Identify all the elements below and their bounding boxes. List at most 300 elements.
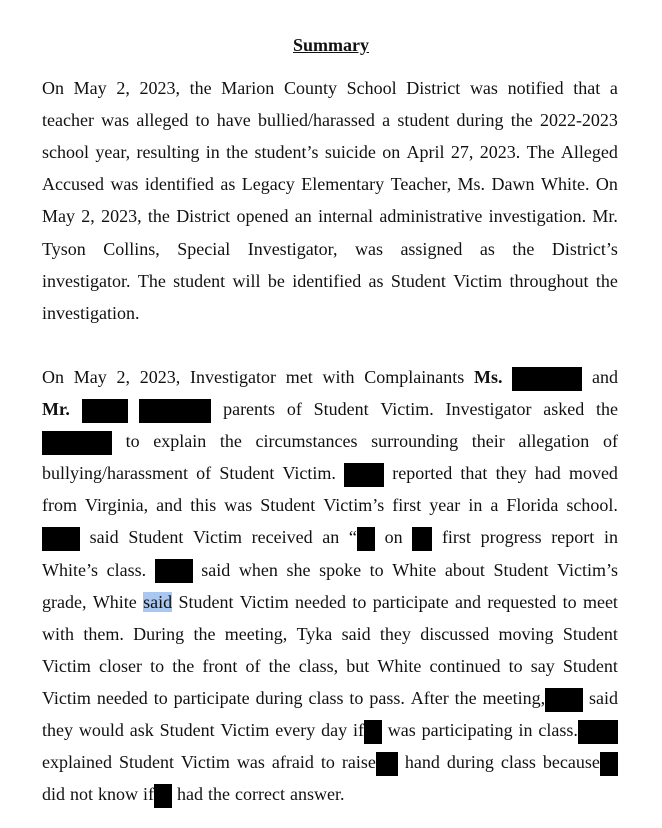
word-text: internal: [318, 206, 374, 227]
word-text: with: [322, 366, 355, 387]
word: [355, 233, 383, 265]
word-text: class,: [298, 655, 339, 676]
word-text: had: [534, 463, 561, 484]
word-text: White: [392, 559, 437, 580]
word-text: of: [245, 655, 261, 676]
word: [458, 168, 486, 200]
text-line: [42, 168, 618, 200]
word: [79, 714, 124, 746]
word-text: about: [444, 559, 485, 580]
word-text: their: [471, 431, 505, 452]
word: [219, 457, 274, 489]
word: [566, 489, 618, 521]
word-text: in: [518, 720, 533, 740]
word: [370, 554, 384, 586]
redaction-block: [512, 361, 582, 393]
word-text: discussed: [420, 623, 490, 644]
word-text: needed: [295, 591, 347, 612]
redaction-block: [42, 431, 112, 455]
word: [272, 746, 314, 778]
word: [248, 233, 338, 265]
word: [239, 554, 278, 586]
word-text: School: [346, 78, 397, 98]
word: [42, 297, 140, 329]
word: [301, 168, 384, 200]
word-text: answer.: [290, 784, 345, 805]
word-text: parents: [223, 399, 276, 419]
word-text: correct: [235, 784, 285, 805]
word: [481, 521, 542, 553]
word-text: did: [42, 784, 66, 805]
text-line: [42, 297, 618, 329]
word-text: said: [341, 623, 371, 644]
word-text: Marion: [221, 78, 275, 98]
word: [380, 618, 411, 650]
text-line: [42, 489, 618, 521]
word: [233, 265, 261, 297]
word: [128, 521, 183, 553]
word-text: asked: [543, 399, 585, 419]
word-text: Mr.: [42, 399, 70, 419]
word: [42, 104, 94, 136]
word-text: requested: [487, 591, 557, 612]
word: [256, 425, 358, 457]
word: [181, 746, 230, 778]
word-text: throughout: [509, 270, 589, 291]
word-text: to: [352, 591, 367, 612]
word: [487, 586, 556, 618]
word-text: circumstances: [255, 431, 358, 452]
redaction-block: [357, 527, 375, 551]
redaction-block: [42, 527, 80, 551]
word: [455, 682, 477, 714]
text-line: [42, 554, 618, 586]
word-text: the: [226, 142, 249, 163]
word-text: school: [42, 142, 89, 163]
word: [85, 489, 148, 521]
text-line: [42, 521, 618, 553]
word: [42, 168, 104, 200]
word: [74, 72, 107, 104]
word: [314, 393, 369, 425]
word: [455, 586, 481, 618]
word-text: student: [397, 110, 450, 131]
word: [74, 361, 107, 393]
word-text: investigation.: [42, 302, 140, 323]
word-text: would: [78, 720, 124, 740]
word-text: The: [137, 270, 166, 291]
word-text: in: [603, 527, 618, 548]
word: [460, 457, 487, 489]
word-text: met: [285, 366, 313, 387]
word: [242, 168, 295, 200]
word-text: After: [410, 687, 449, 708]
word: [405, 746, 440, 778]
word: [42, 457, 188, 489]
word-text: 2023,: [139, 366, 181, 387]
word: [308, 682, 343, 714]
word-text: when: [238, 559, 278, 580]
word: [592, 361, 618, 393]
word: [42, 650, 91, 682]
word-text: Alleged: [560, 142, 618, 163]
word: [457, 104, 504, 136]
word: [557, 554, 618, 586]
word: [531, 650, 555, 682]
redaction-block: [154, 784, 172, 808]
word: [369, 265, 384, 297]
word: [442, 521, 471, 553]
redaction-block: [412, 527, 432, 551]
word: [83, 618, 124, 650]
word-text: the: [512, 238, 535, 259]
word-text: April: [406, 142, 445, 163]
word: [221, 72, 274, 104]
word: [226, 136, 248, 168]
word-text: opened: [236, 206, 289, 227]
word: [604, 521, 618, 553]
word-text: the: [172, 655, 195, 676]
word-text: in: [205, 142, 220, 163]
word-text: participating: [421, 720, 513, 740]
word-text: said: [589, 687, 618, 708]
word: [177, 233, 230, 265]
word: [392, 457, 452, 489]
word-text: a: [382, 110, 391, 131]
word: [225, 618, 287, 650]
word-text: from: [42, 495, 77, 516]
word: [447, 746, 494, 778]
word-text: 2022-2023: [539, 110, 618, 131]
word-text: identified: [292, 270, 362, 291]
word-text: hand: [404, 752, 440, 773]
word-text: the: [268, 655, 291, 676]
word-text: White’s: [42, 559, 98, 580]
word-text: moving: [498, 623, 554, 644]
redaction-block: [412, 521, 432, 553]
word: [603, 425, 618, 457]
word: [453, 265, 502, 297]
word: [563, 586, 577, 618]
text-line: [42, 200, 618, 232]
word-text: resulting: [136, 142, 200, 163]
word-text: Student: [260, 495, 316, 516]
text-line: [42, 650, 618, 682]
word: [380, 393, 433, 425]
word: [286, 554, 310, 586]
word-text: 2023,: [139, 78, 180, 98]
word-text: suicide: [324, 142, 376, 163]
text-line: [42, 746, 618, 778]
word: [117, 361, 131, 393]
word: [352, 586, 366, 618]
word-text: afraid: [271, 752, 314, 773]
word-text: say: [530, 655, 555, 676]
word: [136, 136, 199, 168]
word-text: to: [150, 655, 165, 676]
word: [193, 618, 215, 650]
word-text: Victim: [220, 720, 270, 740]
text-line: [42, 586, 618, 618]
word: [480, 136, 521, 168]
word-text: not: [70, 784, 94, 805]
word-text: On: [595, 174, 618, 195]
word-text: Ms.: [457, 174, 486, 195]
word: [143, 586, 172, 618]
text-line: [42, 457, 618, 489]
word: [286, 361, 313, 393]
word: [116, 72, 130, 104]
word: [138, 265, 166, 297]
word-text: every: [275, 720, 316, 740]
word-text: During: [133, 623, 185, 644]
word-text: during: [255, 687, 303, 708]
word-text: to: [153, 687, 168, 708]
word-text: was: [110, 174, 139, 195]
word: [325, 136, 376, 168]
word-text: of: [602, 431, 618, 452]
word: [237, 746, 265, 778]
word: [552, 233, 618, 265]
word-text: be: [267, 270, 285, 291]
text-line: [42, 682, 618, 714]
word: [430, 650, 501, 682]
word-text: as: [479, 238, 495, 259]
word-text: Dawn: [491, 174, 535, 195]
word-text: Special: [177, 238, 231, 259]
word-text: Victim: [42, 687, 91, 708]
word-text: in: [468, 495, 483, 516]
word-text: progress: [480, 527, 542, 548]
word: [193, 521, 242, 553]
word-text: if: [352, 720, 364, 740]
word-text: know: [98, 784, 139, 805]
word-text: Investigator: [445, 399, 532, 419]
word-text: 2023,: [101, 206, 142, 227]
word: [508, 72, 564, 104]
word: [596, 265, 618, 297]
word-text: continued: [429, 655, 501, 676]
word-text: had: [177, 784, 204, 805]
word-text: said: [143, 591, 173, 612]
word-text: grade,: [42, 591, 87, 612]
word: [139, 72, 180, 104]
word-text: Teacher,: [390, 174, 452, 195]
word-text: Legacy: [241, 174, 295, 195]
word: [422, 714, 513, 746]
word: [110, 168, 138, 200]
word: [371, 425, 458, 457]
word-text: meeting,: [482, 687, 546, 708]
word: [42, 746, 112, 778]
word: [538, 714, 618, 746]
word-text: the: [510, 110, 533, 131]
word-text: class.: [538, 720, 578, 740]
word: [140, 361, 181, 393]
word-text: day: [321, 720, 348, 740]
word-text: identified: [144, 174, 214, 195]
word: [101, 200, 142, 232]
word-text: received: [251, 527, 313, 548]
word-text: The: [526, 142, 555, 163]
word: [81, 200, 95, 232]
word-text: On: [42, 366, 64, 387]
word-text: she: [286, 559, 311, 580]
redaction-block: [42, 425, 112, 457]
word-text: bullying/harassment: [42, 463, 188, 484]
word-text: May: [73, 366, 107, 387]
word: [154, 682, 168, 714]
word-text: the: [595, 399, 618, 419]
word-text: an: [322, 527, 340, 548]
redaction-block: [344, 463, 384, 487]
word: [535, 457, 561, 489]
word: [592, 200, 618, 232]
word: [509, 650, 523, 682]
word: [295, 586, 346, 618]
word: [391, 168, 451, 200]
word: [540, 104, 618, 136]
word: [42, 586, 86, 618]
word: [236, 200, 288, 232]
word: [178, 586, 233, 618]
word-text: Victim: [181, 752, 230, 773]
redaction-block: [376, 752, 398, 776]
word: [119, 746, 174, 778]
word-text: Student: [159, 720, 215, 740]
word-text: student: [173, 270, 226, 291]
word-text: Tyka: [296, 623, 333, 644]
word-text: On: [42, 78, 64, 98]
word-text: as: [368, 270, 384, 291]
word: [101, 104, 129, 136]
word-text: was: [224, 495, 253, 516]
word: [472, 425, 505, 457]
redaction-block: [512, 367, 582, 391]
word-text: Student: [178, 591, 234, 612]
word-text: White.: [540, 174, 590, 195]
word: [392, 554, 436, 586]
word: [260, 489, 315, 521]
word: [322, 361, 354, 393]
word: [150, 650, 164, 682]
word-text: to: [349, 687, 364, 708]
word-text: assigned: [400, 238, 463, 259]
word: [42, 361, 64, 393]
word: [318, 200, 373, 232]
word-text: on: [384, 527, 403, 548]
word: [99, 650, 142, 682]
word: [563, 650, 618, 682]
word: [489, 200, 587, 232]
word-text: Investigator,: [247, 238, 338, 259]
word-text: District: [176, 206, 231, 227]
word-text: County: [283, 78, 337, 98]
word: [145, 168, 214, 200]
word-text: to: [562, 591, 577, 612]
word-text: pass.: [369, 687, 405, 708]
word-text: Mr.: [592, 206, 618, 227]
word-text: District’s: [551, 238, 618, 259]
word: [143, 778, 172, 810]
word-text: class: [500, 752, 536, 773]
word-text: Ms.: [474, 366, 503, 387]
word: [42, 200, 75, 232]
word-text: of: [286, 399, 302, 419]
word: [220, 168, 235, 200]
word: [42, 682, 91, 714]
word: [98, 778, 138, 810]
word-text: the: [454, 687, 477, 708]
word-text: Victim’s: [323, 495, 385, 516]
word: [172, 650, 194, 682]
word: [93, 586, 137, 618]
word: [90, 521, 119, 553]
word: [284, 72, 337, 104]
word-text: to: [508, 655, 523, 676]
word: [400, 233, 462, 265]
word-text: alleged: [136, 110, 189, 131]
word: [153, 425, 206, 457]
word: [510, 265, 589, 297]
word: [551, 521, 594, 553]
word: [70, 778, 93, 810]
word: [377, 650, 421, 682]
word: [201, 554, 230, 586]
word-text: as: [220, 174, 236, 195]
word: [255, 136, 319, 168]
word-text: investigator.: [42, 270, 131, 291]
text-line: [42, 778, 618, 810]
word-text: 2,: [81, 206, 95, 227]
word-text: they: [379, 623, 411, 644]
word: [596, 168, 618, 200]
word: [299, 650, 339, 682]
word-text: and: [454, 591, 481, 612]
word: [321, 714, 347, 746]
word-text: explained: [42, 752, 112, 773]
word: [240, 586, 289, 618]
text-line: [42, 361, 618, 393]
word: [321, 746, 335, 778]
word-text: White: [92, 591, 137, 612]
word: [610, 72, 618, 104]
word: [499, 618, 554, 650]
word-text: the: [595, 270, 618, 291]
word: [347, 72, 397, 104]
word: [543, 393, 584, 425]
word: [177, 778, 203, 810]
word-text: raise: [341, 752, 376, 773]
word: [490, 489, 498, 521]
word-text: Virginia,: [85, 495, 149, 516]
word: [136, 104, 188, 136]
word-text: first: [441, 527, 471, 548]
word-text: Victim: [453, 270, 503, 291]
text-line: [42, 714, 618, 746]
word-text: a: [490, 495, 499, 516]
redaction-block: [82, 393, 128, 425]
word-text: was: [101, 110, 130, 131]
redaction-block: [139, 393, 211, 425]
word: [493, 554, 548, 586]
word-text: and: [592, 366, 618, 387]
word-text: the: [147, 206, 170, 227]
word-text: Student: [493, 559, 549, 580]
word: [446, 393, 532, 425]
word-text: needed: [96, 687, 148, 708]
word: [420, 618, 489, 650]
